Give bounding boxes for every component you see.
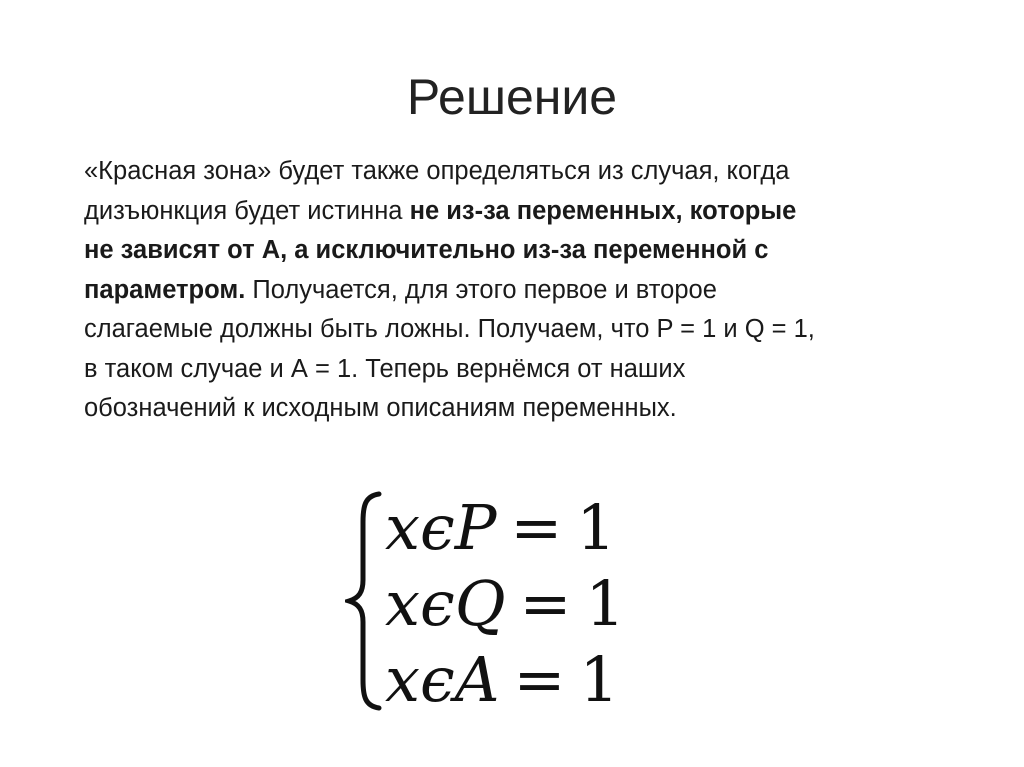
eq-membership: ϵ xyxy=(419,491,455,564)
equation-system xyxy=(345,488,645,718)
equation-row xyxy=(385,644,619,716)
paragraph-line-7: обозначений к исходным описаниям переменных. xyxy=(84,394,677,422)
left-curly-brace xyxy=(345,488,385,714)
paragraph-line-5: слагаемые должны быть ложны. Получаем, что P = 1 и Q = 1, xyxy=(84,315,815,343)
eq-membership: ϵ xyxy=(419,567,455,640)
eq-var-x: x xyxy=(385,491,420,564)
paragraph-line-2-normal: дизъюнкция будет истинна xyxy=(84,196,410,225)
eq-operator: = xyxy=(510,491,563,564)
eq-membership: ϵ xyxy=(419,643,455,716)
paragraph-line-4-normal: Получается, для этого первое и второе xyxy=(245,275,717,304)
equation-row xyxy=(385,568,625,640)
paragraph-line-3 xyxy=(84,231,984,271)
paragraph-line-3-bold: не зависят от А, а исключительно из-за переменной с xyxy=(84,236,769,264)
equation-row xyxy=(385,492,616,564)
slide-title: Решение xyxy=(406,69,618,125)
paragraph-line-1: «Красная зона» будет также определяться из случая, когда xyxy=(84,157,790,185)
paragraph-line-4 xyxy=(84,271,984,311)
paragraph-line-6: в таком случае и А = 1. Теперь вернёмся от наших xyxy=(84,354,686,383)
eq-set: Q xyxy=(454,567,506,640)
paragraph-line-2-bold: не из-за переменных, которые xyxy=(409,196,797,225)
paragraph-line-2 xyxy=(84,192,984,232)
eq-var-x: x xyxy=(385,567,420,640)
paragraph-line-4-bold: параметром. xyxy=(84,275,246,304)
eq-operator: = xyxy=(519,567,572,640)
eq-value: 1 xyxy=(576,491,616,564)
body-paragraph xyxy=(84,152,984,429)
eq-set: P xyxy=(454,491,497,564)
eq-operator: = xyxy=(513,643,566,716)
eq-set: A xyxy=(454,643,500,716)
eq-value: 1 xyxy=(585,567,625,640)
eq-value: 1 xyxy=(579,643,619,716)
eq-var-x: x xyxy=(385,643,420,716)
